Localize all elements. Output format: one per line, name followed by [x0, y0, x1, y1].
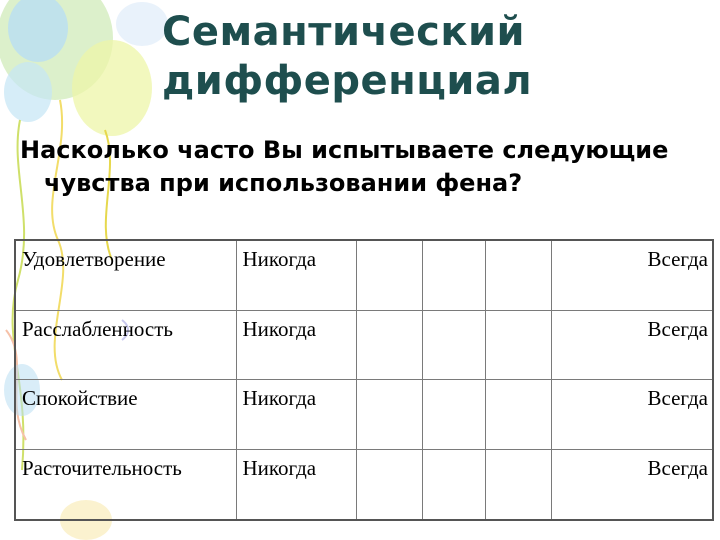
scale-cell[interactable] — [485, 240, 551, 311]
scale-cell[interactable] — [422, 449, 485, 520]
semantic-differential-table — [14, 239, 714, 521]
left-pole-label: Никогда — [236, 240, 356, 311]
feeling-label: Удовлетворение — [15, 240, 236, 311]
scale-cell[interactable] — [356, 380, 422, 449]
feeling-label: Спокойствие — [15, 380, 236, 449]
right-pole-label: Всегда — [551, 240, 713, 311]
scale-cell[interactable] — [356, 449, 422, 520]
scale-cell[interactable] — [422, 311, 485, 380]
scale-cell[interactable] — [485, 449, 551, 520]
scale-cell[interactable] — [485, 311, 551, 380]
table-row — [15, 240, 713, 311]
slide-title — [162, 8, 702, 106]
title-line-2: дифференциал — [162, 58, 533, 104]
right-pole-label: Всегда — [551, 380, 713, 449]
scale-cell[interactable] — [422, 240, 485, 311]
survey-question: Насколько часто Вы испытываете следующие чувства при использовании фена? — [20, 136, 669, 197]
scale-cell[interactable] — [356, 311, 422, 380]
right-pole-label: Всегда — [551, 311, 713, 380]
table-row — [15, 380, 713, 449]
scale-cell[interactable] — [422, 380, 485, 449]
table-row — [15, 311, 713, 380]
scale-cell[interactable] — [485, 380, 551, 449]
left-pole-label: Никогда — [236, 380, 356, 449]
feeling-label: Расслабленность — [15, 311, 236, 380]
left-pole-label: Никогда — [236, 449, 356, 520]
feeling-label: Расточительность — [15, 449, 236, 520]
title-line-1: Семантический — [162, 9, 526, 55]
scale-cell[interactable] — [356, 240, 422, 311]
left-pole-label: Никогда — [236, 311, 356, 380]
right-pole-label: Всегда — [551, 449, 713, 520]
table-row — [15, 449, 713, 520]
